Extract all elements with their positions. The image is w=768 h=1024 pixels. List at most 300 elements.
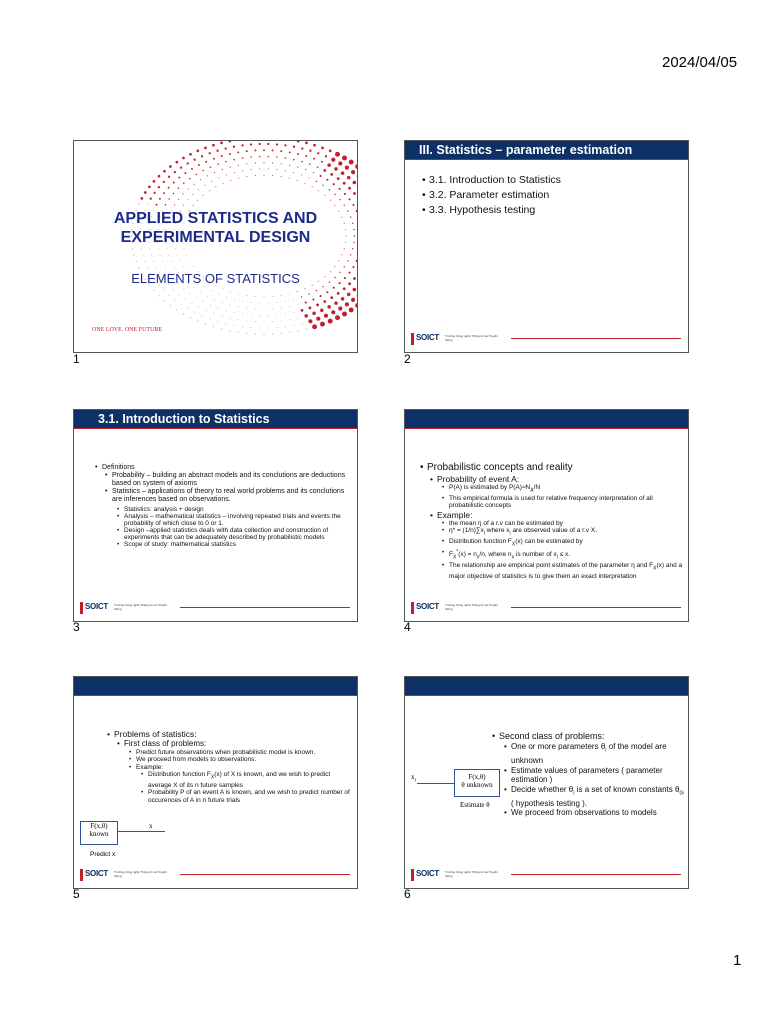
decorative-dot: [305, 169, 306, 170]
decorative-dot: [312, 298, 314, 300]
decorative-dot: [247, 295, 248, 296]
decorative-dot: [323, 169, 326, 172]
decorative-dot: [276, 156, 278, 158]
box-label: θ unknown: [461, 781, 493, 789]
decorative-dot: [329, 189, 330, 190]
document-date: 2024/04/05: [662, 54, 738, 71]
decorative-dot: [289, 293, 290, 294]
slide-subtitle: ELEMENTS OF STATISTICS: [131, 271, 300, 286]
decorative-dot: [241, 144, 243, 146]
decorative-dot: [352, 248, 353, 249]
decorative-dot: [200, 179, 201, 180]
decorative-dot: [198, 164, 200, 166]
decorative-dot: [214, 299, 215, 300]
list-item: • 3.3. Hypothesis testing: [429, 203, 561, 218]
decorative-dot: [194, 312, 195, 313]
decorative-dot: [345, 166, 349, 170]
decorative-dot: [251, 315, 252, 316]
decorative-dot: [301, 147, 303, 149]
footer-text: Trường Công nghệ Thông tin và Truyền thông: [114, 870, 167, 878]
decorative-dot: [168, 176, 170, 178]
list-item: • Distribution function $F_X(x)$ of X is known, and we wish to predict average X of its n future samples: [148, 771, 354, 789]
decorative-dot: [313, 158, 315, 160]
list-item: • Statistics – applications of theory to real world problems and its conclutions are inferences based on observations.: [112, 488, 352, 504]
decorative-dot: [276, 315, 277, 316]
decorative-dot: [264, 296, 265, 297]
decorative-dot: [356, 260, 358, 262]
decorative-dot: [263, 149, 265, 151]
decorative-dot: [198, 306, 199, 307]
decorative-dot: [309, 307, 312, 310]
slide-number: 5: [73, 887, 80, 901]
decorative-dot: [272, 175, 273, 176]
decorative-dot: [215, 186, 216, 187]
decorative-dot: [312, 312, 316, 316]
decorative-dot: [264, 309, 265, 310]
decorative-dot: [301, 175, 302, 176]
decorative-dot: [149, 248, 150, 249]
decorative-dot: [276, 302, 277, 303]
decorative-dot: [327, 163, 331, 167]
decorative-dot: [335, 152, 340, 157]
decorative-dot: [321, 161, 323, 163]
decorative-dot: [293, 325, 294, 326]
decorative-dot: [289, 151, 291, 153]
decorative-dot: [334, 167, 338, 171]
decorative-dot: [334, 266, 335, 267]
decorative-dot: [305, 288, 306, 289]
decorative-dot: [204, 147, 207, 150]
decorative-dot: [351, 170, 355, 174]
decorative-dot: [209, 318, 210, 319]
decorative-dot: [322, 286, 323, 287]
decorative-dot: [337, 292, 340, 295]
decorative-dot: [250, 143, 252, 145]
decorative-dot: [174, 267, 175, 268]
list-item: • This empirical formula is used for relative frequency interpretation of all probabilistic concepts: [449, 495, 685, 510]
decorative-dot: [159, 198, 161, 200]
decorative-dot: [293, 312, 294, 313]
decorative-dot: [178, 177, 180, 179]
decorative-dot: [183, 182, 185, 184]
list-item: • One or more parameters $\theta_i$ of the model are unknown: [511, 742, 687, 766]
decorative-dot: [194, 287, 195, 288]
decorative-dot: [268, 315, 269, 316]
decorative-dot: [153, 290, 154, 291]
decorative-dot: [225, 147, 227, 149]
decorative-dot: [263, 334, 264, 335]
decorative-dot: [242, 170, 243, 171]
decorative-dot: [196, 297, 197, 298]
decorative-dot: [301, 309, 304, 312]
decorative-dot: [338, 260, 339, 261]
soict-logo: SOICT: [411, 332, 443, 346]
decorative-dot: [250, 327, 251, 328]
list-item: • Definitions: [102, 464, 352, 472]
decorative-dot: [221, 315, 222, 316]
decorative-dot: [316, 317, 320, 321]
decorative-dot: [156, 267, 157, 268]
decorative-dot: [334, 194, 335, 195]
decorative-dot: [223, 183, 224, 184]
decorative-dot: [254, 149, 256, 151]
slide-6: [404, 676, 689, 889]
decorative-dot: [317, 152, 319, 154]
list-item: • $F_X^*(x) = n_x/n$, where $n_x$ is number of $x_i \le x$.: [449, 549, 685, 562]
bullet-list: [429, 173, 561, 218]
decorative-dot: [169, 165, 172, 168]
decorative-dot: [204, 286, 205, 287]
decorative-dot: [293, 146, 295, 148]
decorative-dot: [330, 173, 333, 176]
decorative-dot: [344, 193, 346, 195]
decorative-dot: [176, 309, 177, 310]
decorative-dot: [289, 319, 290, 320]
decorative-dot: [156, 204, 158, 206]
decorative-dot: [238, 306, 239, 307]
decorative-dot: [281, 295, 282, 296]
decorative-dot: [150, 197, 152, 199]
slide-header: [405, 410, 688, 428]
decorative-dot: [353, 288, 357, 292]
decorative-dot: [285, 170, 286, 171]
decorative-dot: [272, 296, 273, 297]
footer-line: [180, 874, 350, 875]
decorative-dot: [234, 172, 235, 173]
header-divider: [74, 428, 357, 429]
decorative-dot: [333, 183, 335, 185]
decorative-dot: [289, 165, 290, 166]
decorative-dot: [202, 170, 204, 172]
decorative-dot: [330, 200, 331, 201]
decorative-dot: [281, 333, 282, 334]
decorative-dot: [350, 254, 351, 255]
decorative-dot: [207, 175, 208, 176]
decorative-dot: [147, 204, 148, 205]
decorative-dot: [259, 315, 260, 316]
decorative-dot: [355, 303, 358, 308]
decorative-dot: [335, 315, 340, 320]
list-item: • Predict future observations when probabilistic model is known.: [136, 749, 354, 757]
decorative-dot: [166, 248, 167, 249]
decorative-dot: [214, 172, 215, 173]
decorative-dot: [309, 163, 311, 165]
decorative-dot: [185, 298, 186, 299]
decorative-dot: [193, 266, 194, 267]
decorative-dot: [268, 327, 269, 328]
decorative-dot: [209, 152, 211, 154]
decorative-dot: [204, 185, 205, 186]
decorative-dot: [213, 326, 214, 327]
decorative-dot: [151, 255, 152, 256]
decorative-dot: [312, 186, 313, 187]
decorative-dot: [175, 248, 176, 249]
decorative-dot: [337, 177, 340, 180]
decorative-dot: [357, 175, 358, 179]
decorative-dot: [183, 193, 184, 194]
decorative-dot: [225, 161, 227, 163]
input-arrow: [417, 783, 454, 784]
slide-body: [102, 464, 352, 548]
decorative-dot: [189, 178, 191, 180]
decorative-dot: [213, 158, 215, 160]
slide-1: [73, 140, 358, 353]
decorative-dot: [202, 315, 203, 316]
decorative-dot: [164, 300, 165, 301]
decorative-dot: [242, 326, 243, 327]
decorative-dot: [189, 260, 190, 261]
list-item: • 3.2. Parameter estimation: [429, 188, 561, 203]
decorative-dot: [211, 181, 212, 182]
decorative-dot: [353, 192, 356, 195]
box-label: known: [89, 830, 109, 838]
decorative-dot: [309, 293, 310, 294]
decorative-dot: [298, 318, 299, 319]
decorative-dot: [158, 295, 159, 296]
decorative-dot: [321, 147, 324, 150]
decorative-dot: [293, 299, 294, 300]
decorative-dot: [255, 162, 256, 163]
decorative-dot: [183, 248, 184, 249]
list-item: • Probability P of an event A is known, and we wish to predict number of occurences of A in n future trials: [148, 789, 354, 804]
decorative-dot: [255, 321, 256, 322]
slide-title-line-2: EXPERIMENTAL DESIGN: [120, 229, 311, 246]
decorative-dot: [259, 327, 260, 328]
decorative-dot: [216, 150, 218, 152]
decorative-dot: [217, 163, 219, 165]
decorative-dot: [352, 204, 354, 206]
decorative-dot: [329, 150, 332, 153]
decorative-dot: [344, 266, 345, 267]
decorative-dot: [301, 161, 303, 163]
decorative-dot: [349, 160, 354, 165]
decorative-dot: [293, 172, 294, 173]
decorative-dot: [230, 304, 231, 305]
decorative-dot: [141, 248, 142, 249]
decorative-dot: [316, 304, 319, 307]
decorative-dot: [306, 328, 307, 329]
decorative-dot: [357, 293, 358, 297]
diagram-caption: Predict x: [90, 851, 116, 858]
decorative-dot: [320, 322, 325, 327]
decorative-dot: [189, 293, 190, 294]
arrow-label: x: [149, 822, 153, 830]
decorative-dot: [184, 172, 186, 174]
list-item: • Design –applied statistics deals with data collection and construction of experiments that can be adequately described by probabilistic models: [124, 527, 352, 541]
decorative-dot: [160, 255, 161, 256]
list-item: • Statistics: analysis + design: [124, 506, 352, 513]
decorative-dot: [233, 325, 234, 326]
slide-header: [405, 677, 688, 695]
decorative-dot: [187, 308, 188, 309]
decorative-dot: [264, 175, 265, 176]
decorative-dot: [140, 197, 143, 200]
decorative-dot: [233, 159, 235, 161]
decorative-dot: [305, 155, 307, 157]
decorative-dot: [193, 194, 194, 195]
decorative-dot: [194, 159, 196, 161]
decorative-dot: [218, 177, 219, 178]
tagline: ONE LOVE. ONE FUTURE: [92, 327, 162, 333]
decorative-dot: [189, 153, 192, 156]
decorative-dot: [218, 307, 219, 308]
decorative-dot: [218, 294, 219, 295]
decorative-dot: [312, 324, 317, 329]
decorative-dot: [178, 187, 180, 189]
decorative-dot: [246, 333, 247, 334]
decorative-dot: [320, 175, 322, 177]
decorative-dot: [158, 248, 159, 249]
slide-number: 3: [73, 620, 80, 634]
footer-line: [511, 607, 681, 608]
decorative-dot: [191, 168, 193, 170]
decorative-dot: [268, 303, 269, 304]
decorative-dot: [297, 291, 298, 292]
decorative-dot: [259, 156, 261, 158]
decorative-dot: [188, 188, 189, 189]
decorative-dot: [238, 178, 239, 179]
decorative-dot: [341, 171, 345, 175]
decorative-dot: [180, 260, 181, 261]
decorative-dot: [173, 289, 174, 290]
decorative-dot: [246, 320, 247, 321]
decorative-dot: [147, 267, 148, 268]
decorative-dot: [153, 180, 156, 183]
decorative-dot: [313, 172, 314, 173]
decorative-dot: [297, 141, 300, 142]
decorative-dot: [304, 314, 308, 318]
decorative-dot: [222, 302, 223, 303]
decorative-dot: [276, 169, 277, 170]
decorative-dot: [263, 162, 264, 163]
decorative-dot: [178, 199, 179, 200]
decorative-dot: [251, 169, 252, 170]
decorative-dot: [163, 170, 166, 173]
decorative-dot: [148, 186, 151, 189]
slide-number: 1: [73, 352, 80, 366]
decorative-dot: [268, 169, 269, 170]
decorative-dot: [251, 302, 252, 303]
decorative-dot: [203, 195, 204, 196]
decorative-dot: [225, 323, 226, 324]
decorative-dot: [230, 318, 231, 319]
decorative-dot: [228, 141, 231, 142]
decorative-dot: [289, 306, 290, 307]
decorative-dot: [165, 267, 166, 268]
decorative-dot: [341, 297, 345, 301]
decorative-dot: [255, 175, 256, 176]
decorative-dot: [169, 295, 170, 296]
slide-footer: [411, 601, 683, 615]
decorative-dot: [268, 156, 270, 158]
slide-header: [74, 677, 357, 695]
list-item: • We proceed from observations to models: [511, 808, 687, 818]
decorative-dot: [205, 323, 206, 324]
decorative-dot: [226, 297, 227, 298]
decorative-dot: [297, 180, 298, 181]
decorative-dot: [188, 199, 189, 200]
decorative-dot: [347, 293, 351, 297]
slide-2: [404, 140, 689, 353]
list-item: • We proceed from models to observations.: [136, 756, 354, 764]
slide-footer: [80, 601, 352, 615]
slide-3: [73, 409, 358, 622]
box-label: F(x,θ): [468, 773, 486, 781]
list-item: • Analysis – mathematical statistics – involving repeated trials and events the probability of which close to 0 or 1.: [124, 513, 352, 527]
list-item: • First class of problems:: [124, 739, 354, 749]
decorative-dot: [238, 319, 239, 320]
decorative-dot: [302, 323, 303, 324]
decorative-dot: [179, 294, 180, 295]
box-label: F(x,θ): [90, 822, 108, 830]
decorative-dot: [229, 330, 230, 331]
header-divider: [74, 695, 357, 696]
input-label: $x_i$: [411, 773, 416, 784]
decorative-dot: [334, 301, 338, 305]
decorative-dot: [330, 296, 333, 299]
decorative-dot: [297, 167, 298, 168]
decorative-dot: [272, 333, 273, 334]
decorative-dot: [331, 158, 335, 162]
decorative-dot: [259, 303, 260, 304]
list-item: • the mean η of a r.v can be estimated by: [449, 520, 685, 528]
decorative-dot: [136, 261, 137, 262]
decorative-dot: [173, 182, 175, 184]
decorative-dot: [305, 301, 307, 303]
slide-footer: [80, 868, 352, 882]
decorative-dot: [238, 293, 239, 294]
decorative-dot: [345, 302, 349, 306]
decorative-dot: [206, 310, 207, 311]
decorative-dot: [357, 272, 358, 275]
decorative-dot: [196, 150, 199, 153]
decorative-dot: [163, 192, 165, 194]
header-divider: [405, 428, 688, 429]
decorative-dot: [198, 189, 199, 190]
decorative-dot: [171, 261, 172, 262]
decorative-dot: [348, 187, 351, 190]
decorative-dot: [324, 195, 325, 196]
decorative-dot: [173, 193, 175, 195]
decorative-dot: [221, 155, 223, 157]
decorative-dot: [230, 180, 231, 181]
decorative-dot: [316, 181, 317, 182]
decorative-dot: [187, 162, 189, 164]
decorative-dot: [196, 174, 198, 176]
decorative-dot: [230, 291, 231, 292]
decorative-dot: [309, 177, 310, 178]
decorative-dot: [138, 204, 139, 205]
footer-line: [180, 607, 350, 608]
decorative-dot: [281, 308, 282, 309]
decorative-dot: [353, 181, 357, 185]
list-item: • Decide whether $\theta_i$ is a set of known constants $\theta_{0i}$ ( hypothesis testing ).: [511, 785, 687, 809]
decorative-dot: [144, 261, 145, 262]
decorative-dot: [326, 291, 328, 293]
decorative-dot: [180, 166, 182, 168]
decorative-dot: [247, 176, 248, 177]
output-arrow: [117, 831, 165, 832]
decorative-dot: [183, 313, 184, 314]
decorative-dot: [272, 321, 273, 322]
decorative-dot: [308, 319, 312, 323]
decorative-dot: [325, 155, 327, 157]
decorative-dot: [234, 312, 235, 313]
decorative-dot: [186, 254, 187, 255]
decorative-dot: [317, 166, 319, 168]
slide-footer: [411, 868, 683, 882]
decorative-dot: [349, 307, 354, 312]
